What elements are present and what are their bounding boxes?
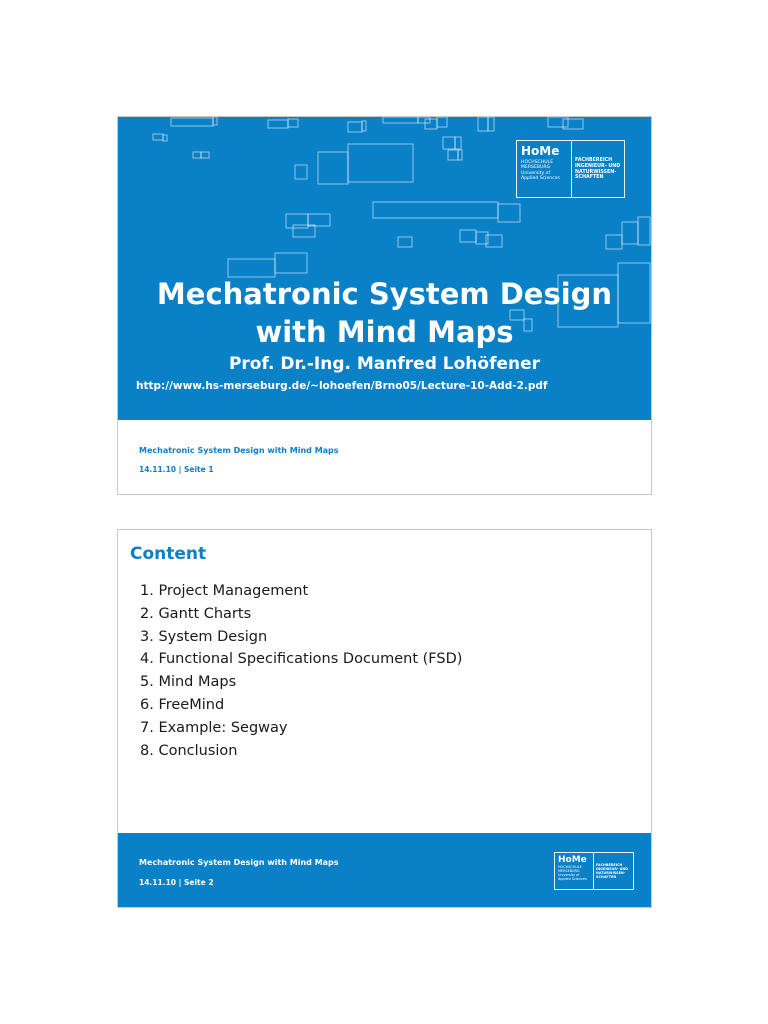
logo-brand: HoMe [521,144,560,158]
university-logo [554,852,634,890]
slide-footer-date: 14.11.10 | Seite 1 [139,465,214,474]
list-item: 4. Functional Specifications Document (FSD) [140,651,463,668]
slide-footer-title: Mechatronic System Design with Mind Maps [139,858,339,867]
list-item: 7. Example: Segway [140,719,288,736]
logo-brand: HoMe [558,855,587,865]
title-slide [117,116,652,495]
slide-url[interactable]: http://www.hs-merseburg.de/~lohoefen/Brno05/Lecture-10-Add-2.pdf [136,380,548,392]
table-of-contents [140,580,462,762]
university-logo [516,140,625,198]
logo-university-name: HOCHSCHULE MERSEBURG University of Applied Sciences [558,865,587,881]
title-slide-banner [118,117,651,420]
logo-department: FACHBEREICH INGENIEUR- UND NATURWISSEN- SCHAFTEN [596,863,628,880]
logo-university-name: HOCHSCHULE MERSEBURG University of Applied Sciences [521,160,560,181]
slide-footer-date: 14.11.10 | Seite 2 [139,878,214,887]
slide-title-line-2: with Mind Maps [255,315,514,349]
list-item: 8. Conclusion [140,742,238,759]
slide-author: Prof. Dr.-Ing. Manfred Lohöfener [228,354,541,374]
content-slide [117,529,652,908]
list-item: 1. Project Management [140,583,309,599]
slide-title-line-1: Mechatronic System Design [156,277,613,311]
list-item: 2. Gantt Charts [140,605,252,622]
content-heading: Content [130,544,207,564]
list-item: 5. Mind Maps [140,674,237,691]
content-slide-footer [118,833,651,908]
slide-footer-title: Mechatronic System Design with Mind Maps [139,446,339,455]
logo-department: FACHBEREICH INGENIEUR- UND NATURWISSEN- SCHAFTEN [575,158,621,181]
list-item: 3. System Design [140,628,268,645]
list-item: 6. FreeMind [140,696,225,713]
